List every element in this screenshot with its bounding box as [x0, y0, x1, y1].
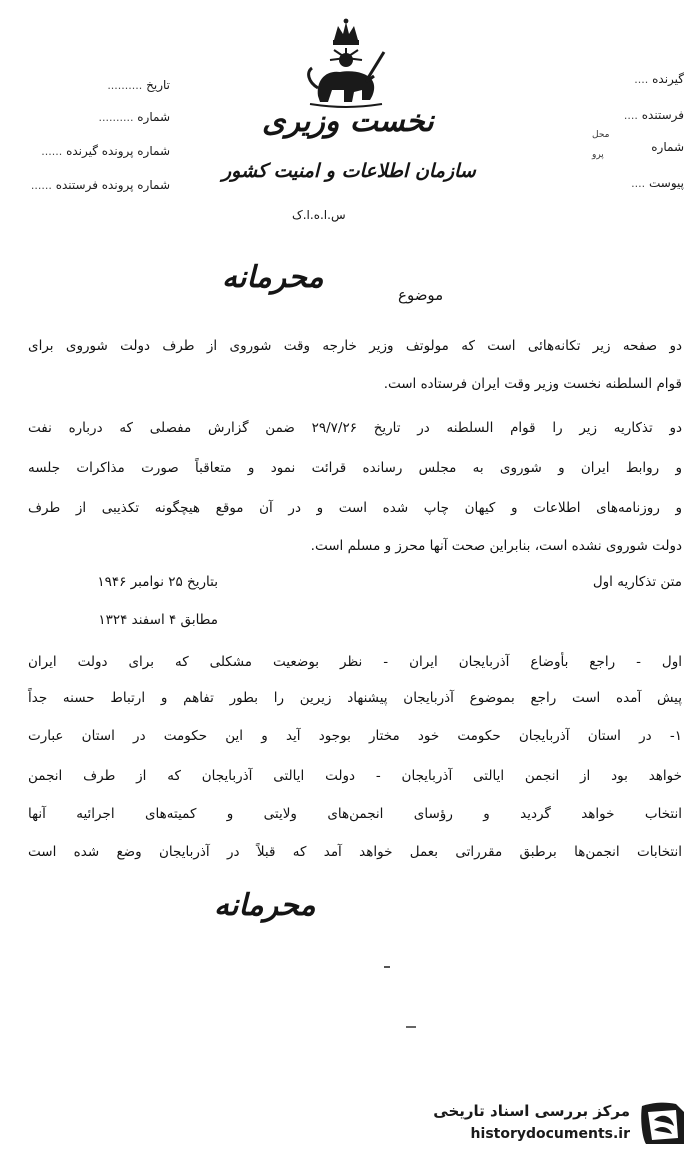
- receiver-file-dots: ......: [41, 145, 63, 158]
- body-line: ۱- در استان آذربایجان حکومت خود مختار بوجود آید و این حکومت در استان عبارت: [28, 728, 682, 744]
- top-classification-stamp: محرمانه: [222, 260, 324, 295]
- sender-label: فرستنده: [641, 108, 684, 122]
- body-line: انتخابات انجمن‌ها برطبق مقرراتی بعمل خواهد آمد که قبلاً در آذربایجان وضع شده است: [28, 844, 682, 860]
- body-line: دو تذکاریه زیر را قوام السلطنه در تاریخ ۲۹/۷/۲۶ ضمن گزارش مفصلی که درباره نفت: [28, 420, 682, 436]
- note-title: متن تذکاریه اول: [592, 574, 682, 590]
- number-note-1: محل: [592, 130, 610, 140]
- body-line: و روزنامه‌های اطلاعات و کیهان چاپ شده است و در آن موقع هیچگونه تکذیبی از طرف: [28, 500, 682, 516]
- number-label-left: شماره: [137, 110, 170, 124]
- body-line: اول - راجع بأوضاع آذربایجان ایران - نظر بوضعیت مشکلی که برای دولت ایران: [28, 654, 682, 670]
- body-line: خواهد بود از انجمن ایالتی آذربایجان - دولت ایالتی آذربایجان که از طرف انجمن: [28, 768, 682, 784]
- receiver-field: [600, 72, 684, 86]
- bottom-classification-stamp: محرمانه: [214, 888, 316, 923]
- ministry-title: نخست وزیری: [262, 104, 434, 139]
- body-line: دولت شوروی نشده است، بنابراین صحت آنها محرز و مسلم است.: [310, 538, 682, 554]
- body-line: انتخاب خواهد گردید و رؤسای انجمن‌های ولایتی و کمیته‌های اجرائیه آنها: [28, 806, 682, 822]
- sender-field: [610, 108, 684, 122]
- scan-mark: [384, 966, 390, 968]
- subject-label: موضوع: [398, 286, 444, 304]
- receiver-dots: ....: [634, 73, 649, 86]
- number-field-right: [610, 140, 684, 154]
- attachment-label: پیوست: [649, 176, 684, 190]
- number-note-2: پرو: [592, 150, 604, 160]
- date-field-left: [60, 78, 170, 92]
- sender-file-label: شماره پرونده فرستنده: [55, 178, 170, 192]
- receiver-file-label: شماره پرونده گیرنده: [66, 144, 170, 158]
- body-line: و روابط ایران و شوروی به مجلس رسانده قرائت نمود و متعاقباً صورت مذاکرات جلسه: [28, 460, 682, 476]
- lion-and-sun-emblem-icon: [296, 18, 396, 110]
- date-label: تاریخ: [146, 78, 170, 92]
- sender-file-field: [30, 178, 170, 192]
- scan-mark: [406, 1026, 416, 1028]
- attachment-dots: ....: [631, 177, 646, 190]
- body-line: قوام السلطنه نخست وزیر وقت ایران فرستاده است.: [383, 376, 682, 392]
- note-date-1: بتاریخ ۲۵ نوامبر ۱۹۴۶: [97, 574, 218, 590]
- body-line: پیش آمده است راجع بموضوع آذربایجان پیشنهاد زیرین را بطور تفاهم و ارتباط حسنه جداً: [28, 690, 682, 706]
- receiver-label: گیرنده: [652, 72, 684, 86]
- sender-dots: ....: [623, 109, 638, 122]
- number-field-left: [60, 110, 170, 124]
- date-dots: ..........: [107, 79, 143, 92]
- sender-file-dots: ......: [30, 179, 52, 192]
- note-date-2: مطابق ۴ اسفند ۱۳۲۴: [98, 612, 218, 628]
- attachment-field: [610, 176, 684, 190]
- organization-title: سازمان اطلاعات و امنیت کشور: [222, 160, 476, 182]
- number-label-right: شماره: [651, 140, 684, 154]
- reference-code: س.ا.ه.ا.ک: [292, 208, 346, 222]
- document-center-logo-icon: [636, 1098, 690, 1150]
- footer-org-name: مرکز بررسی اسناد تاریخی: [433, 1102, 630, 1120]
- receiver-file-field: [14, 144, 170, 158]
- number-dots-left: ..........: [98, 111, 134, 124]
- body-line: دو صفحه زیر تکانه‌هائی است که مولوتف وزیر خارجه وقت شوروی از طرف دولت شوروی برای: [28, 338, 682, 354]
- footer-website: historydocuments.ir: [470, 1126, 630, 1142]
